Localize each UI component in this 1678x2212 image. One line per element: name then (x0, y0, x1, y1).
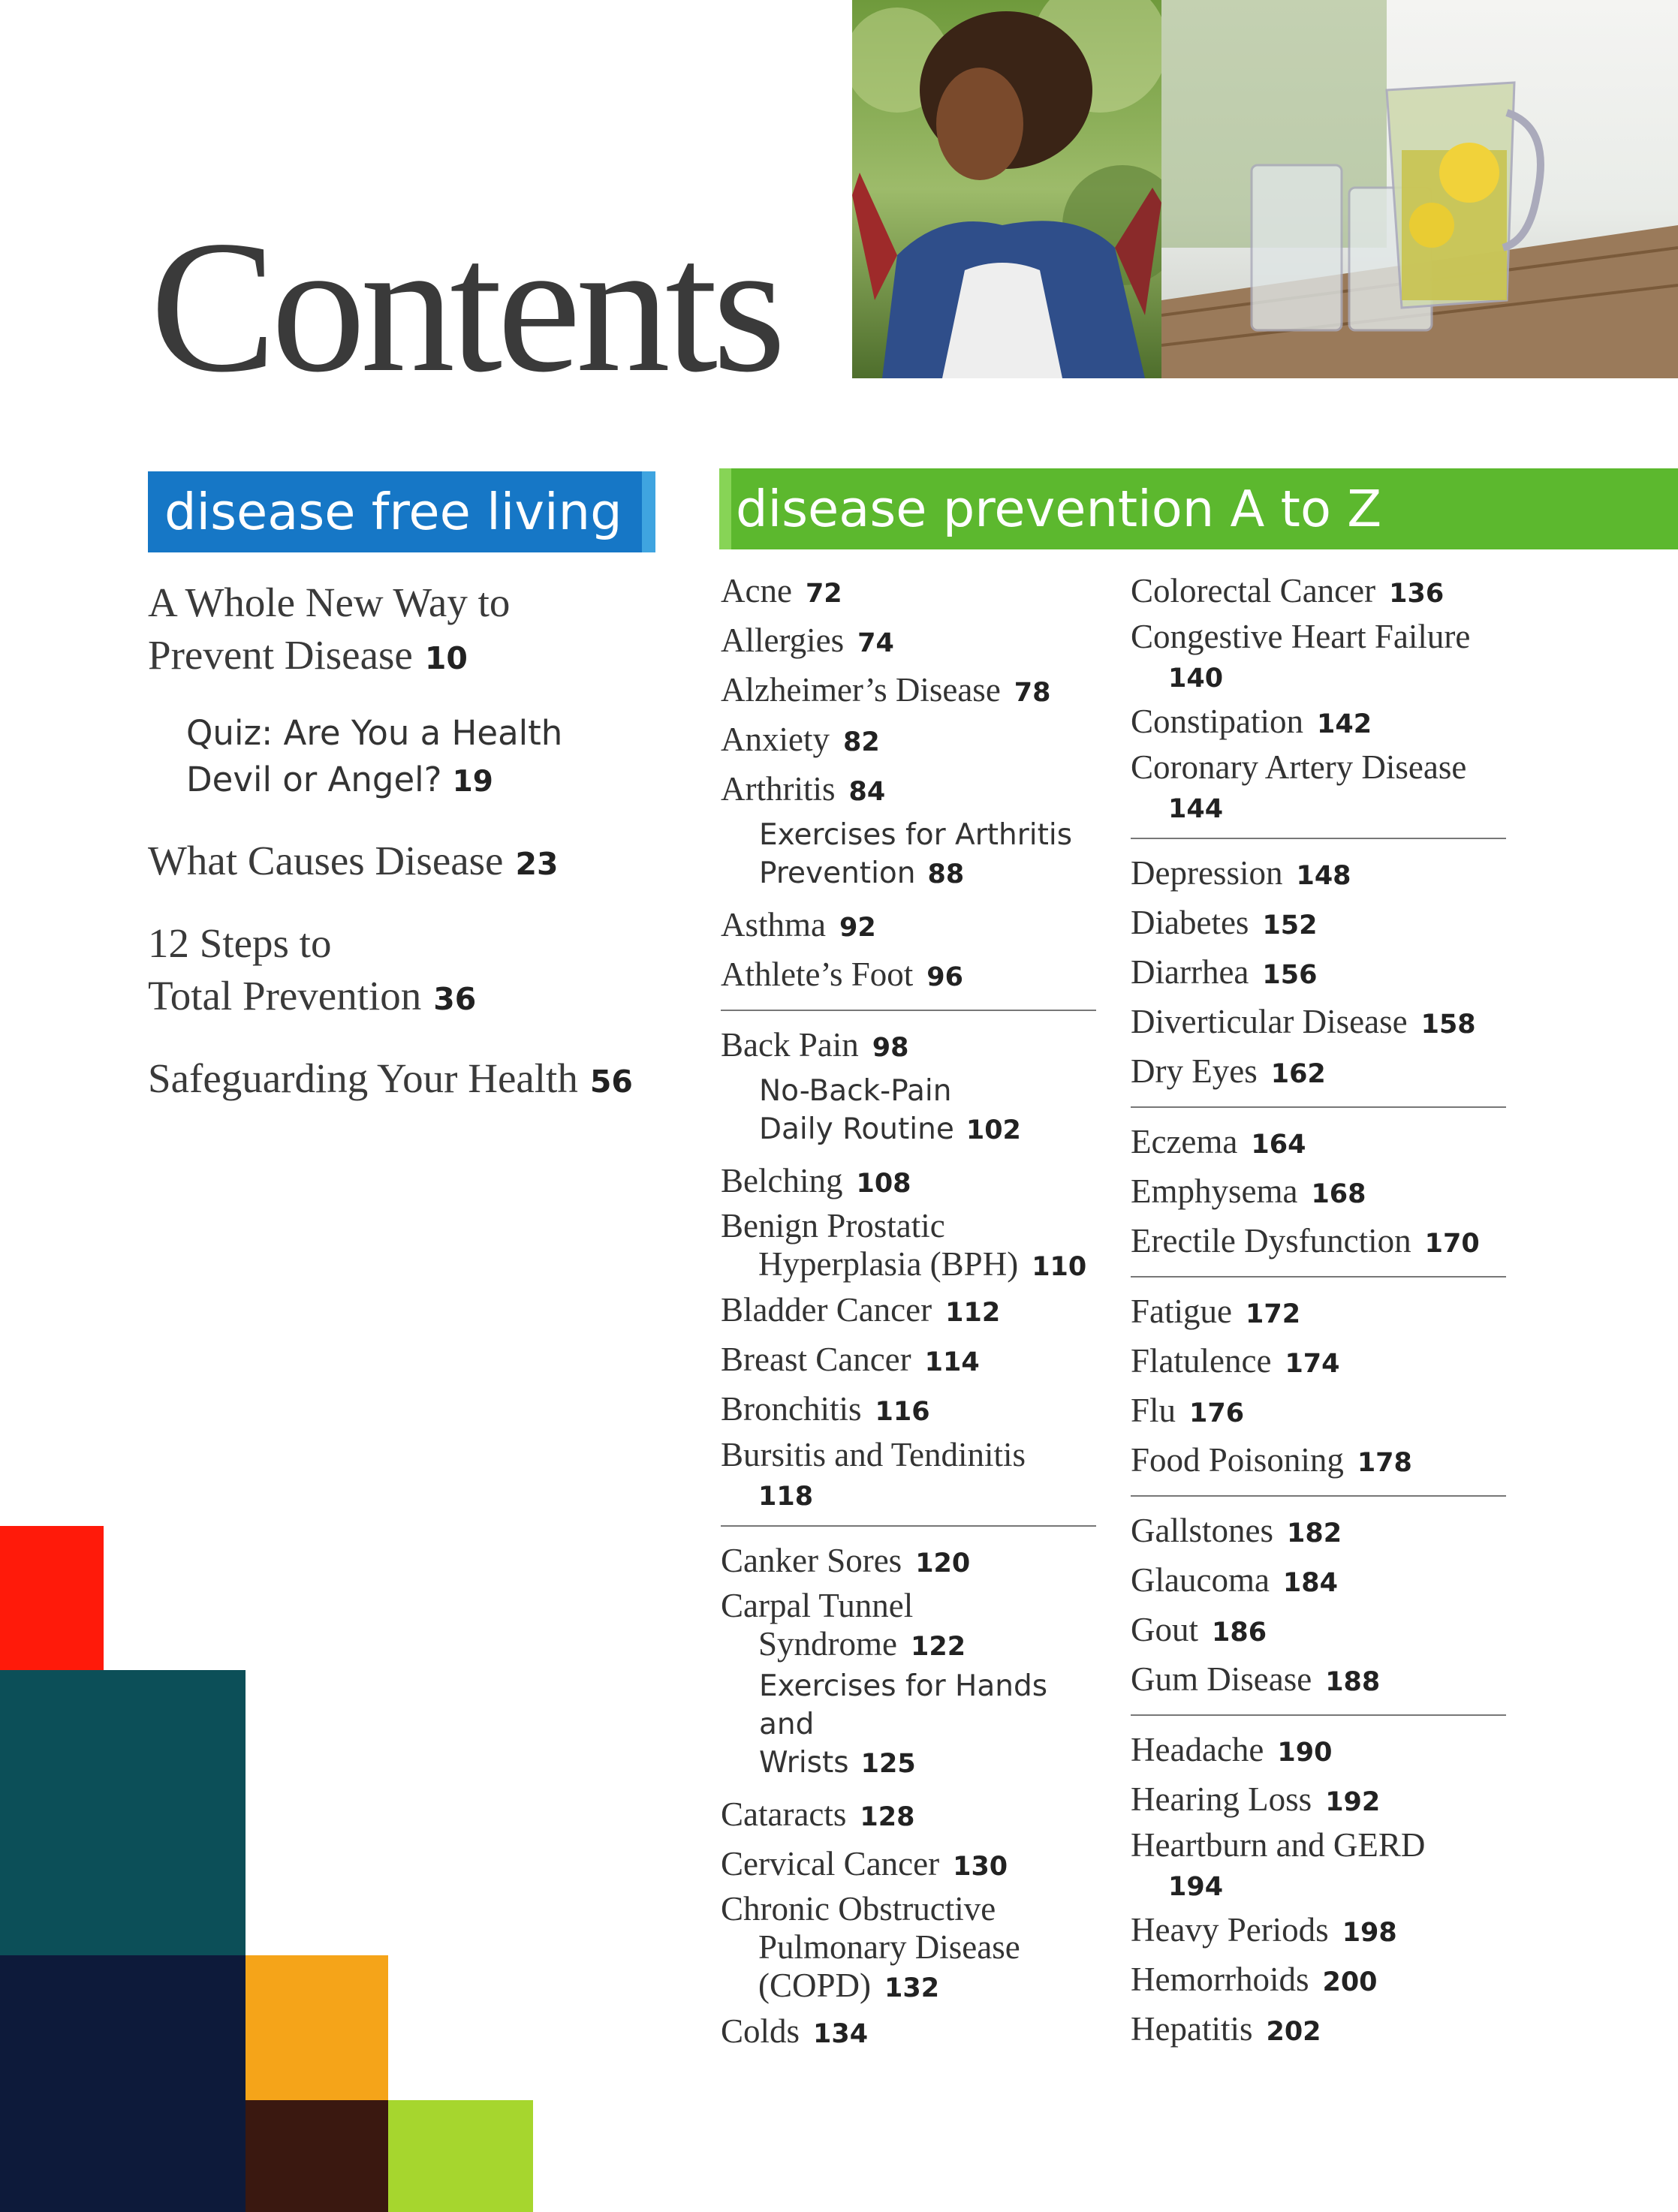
page-number: 128 (860, 1802, 915, 1832)
toc-entry[interactable]: Diabetes 152 (1131, 904, 1318, 941)
page-number: 74 (857, 628, 894, 658)
page-number: 178 (1357, 1448, 1412, 1478)
page-number: 98 (872, 1033, 909, 1063)
decor-block-teal (0, 1670, 246, 1955)
pitcher-photo (1161, 0, 1678, 378)
page-number: 152 (1262, 910, 1318, 940)
page-number: 186 (1212, 1618, 1267, 1648)
toc-entry[interactable]: 12 Steps to Total Prevention 36 (148, 920, 477, 1019)
page-number: 132 (884, 1973, 940, 2003)
page-number: 23 (515, 846, 559, 882)
page-number: 130 (953, 1852, 1008, 1882)
page-number: 134 (813, 2019, 869, 2049)
decor-block-lime (388, 2100, 533, 2212)
divider (721, 1010, 1096, 1011)
page-number: 88 (927, 859, 965, 889)
page-number: 108 (856, 1169, 911, 1199)
toc-entry[interactable]: Dry Eyes 162 (1131, 1052, 1326, 1090)
toc-entry[interactable]: Back Pain 98 (721, 1026, 909, 1064)
page-number: 164 (1251, 1130, 1306, 1160)
page-number: 174 (1285, 1349, 1340, 1379)
page-number: 168 (1311, 1179, 1366, 1209)
toc-entry[interactable]: Safeguarding Your Health 56 (148, 1055, 633, 1101)
az-column-a (721, 567, 1096, 2057)
page-number: 198 (1342, 1918, 1397, 1948)
page-number: 122 (911, 1632, 966, 1662)
page-number: 182 (1286, 1518, 1342, 1548)
section-banner-disease-prevention: disease prevention A to Z (719, 468, 1678, 549)
woman-photo (852, 0, 1161, 378)
toc-entry[interactable]: Depression 148 (1131, 854, 1351, 892)
toc-entry[interactable]: Heavy Periods 198 (1131, 1911, 1397, 1949)
page-number: 112 (945, 1298, 1001, 1328)
toc-entry[interactable]: Benign Prostatic Hyperplasia (BPH) 110 (721, 1207, 1087, 1283)
section-banner-disease-free-living: disease free living (148, 471, 655, 552)
page-number: 82 (842, 727, 880, 757)
toc-entry[interactable]: Hemorrhoids 200 (1131, 1961, 1378, 1998)
toc-entry[interactable]: Gout 186 (1131, 1611, 1267, 1648)
toc-entry[interactable]: Diverticular Disease 158 (1131, 1003, 1476, 1040)
page-number: 125 (860, 1749, 916, 1779)
page-number: 190 (1277, 1738, 1333, 1768)
page-number: 118 (758, 1482, 814, 1512)
page-number: 200 (1322, 1967, 1378, 1997)
toc-entry[interactable]: Cataracts 128 (721, 1795, 915, 1833)
toc-entry[interactable]: Coronary Artery Disease 144 (1131, 748, 1467, 824)
page-number: 78 (1014, 678, 1051, 708)
toc-entry[interactable]: Flu 176 (1131, 1392, 1245, 1429)
page-number: 192 (1325, 1787, 1381, 1817)
page-number: 116 (875, 1397, 930, 1427)
page-number: 176 (1189, 1398, 1245, 1428)
toc-entry[interactable]: Athlete’s Foot 96 (721, 956, 963, 993)
toc-subentry[interactable]: No-Back-Pain Daily Routine 102 (759, 1074, 1021, 1146)
page-number: 142 (1317, 709, 1372, 739)
toc-entry[interactable]: Congestive Heart Failure 140 (1131, 618, 1471, 694)
page-number: 170 (1424, 1229, 1480, 1259)
page-number: 72 (805, 579, 842, 609)
toc-entry[interactable]: Bladder Cancer 112 (721, 1291, 1001, 1329)
toc-entry[interactable]: Belching 108 (721, 1162, 911, 1199)
toc-entry[interactable]: Chronic Obstructive Pulmonary Disease (COPD) 132 (721, 1890, 1020, 2004)
toc-entry[interactable]: Diarrhea 156 (1131, 953, 1318, 991)
decor-block-navy (0, 1955, 246, 2212)
toc-entry[interactable]: Alzheimer’s Disease 78 (721, 671, 1051, 709)
toc-entry[interactable]: Allergies 74 (721, 621, 894, 659)
toc-entry[interactable]: Bursitis and Tendinitis 118 (721, 1436, 1026, 1512)
toc-entry[interactable]: Cervical Cancer 130 (721, 1845, 1008, 1882)
toc-entry[interactable]: Bronchitis 116 (721, 1390, 930, 1428)
toc-entry[interactable]: Emphysema 168 (1131, 1172, 1366, 1210)
page-number: 148 (1296, 861, 1351, 891)
decor-block-red (0, 1526, 104, 1670)
page-number: 162 (1270, 1059, 1326, 1089)
toc-entry[interactable]: Fatigue 172 (1131, 1293, 1301, 1330)
page-number: 110 (1032, 1252, 1087, 1282)
page-number: 184 (1282, 1568, 1338, 1598)
toc-entry[interactable]: What Causes Disease 23 (148, 838, 559, 883)
page-title: Contents (150, 201, 782, 411)
toc-entry[interactable]: Food Poisoning 178 (1131, 1441, 1412, 1479)
toc-entry[interactable]: Glaucoma 184 (1131, 1561, 1338, 1599)
toc-entry[interactable]: Eczema 164 (1131, 1123, 1306, 1160)
page-number: 140 (1168, 664, 1224, 694)
toc-entry[interactable]: Acne 72 (721, 572, 842, 609)
toc-entry[interactable]: Flatulence 174 (1131, 1342, 1340, 1380)
divider (721, 1525, 1096, 1527)
toc-entry[interactable]: Colds 134 (721, 2012, 869, 2050)
toc-entry[interactable]: Erectile Dysfunction 170 (1131, 1222, 1480, 1259)
toc-entry[interactable]: Hepatitis 202 (1131, 2010, 1321, 2048)
page-number: 102 (966, 1115, 1021, 1145)
page-number: 92 (839, 913, 876, 943)
decor-block-orange (246, 1955, 388, 2100)
toc-entry[interactable]: Arthritis 84 (721, 770, 886, 808)
divider (1131, 1276, 1506, 1278)
page-number: 188 (1325, 1667, 1381, 1697)
toc-entry[interactable]: Gum Disease 188 (1131, 1660, 1381, 1698)
divider (1131, 838, 1506, 839)
page-number: 136 (1389, 579, 1445, 609)
toc-entry[interactable]: Gallstones 182 (1131, 1512, 1342, 1549)
page-number: 19 (452, 765, 493, 799)
toc-entry[interactable]: Heartburn and GERD 194 (1131, 1826, 1426, 1902)
toc-entry[interactable]: A Whole New Way to Prevent Disease 10 (148, 579, 511, 678)
toc-entry[interactable]: Asthma 92 (721, 906, 876, 943)
page-number: 120 (915, 1548, 971, 1578)
toc-subentry[interactable]: Exercises for Hands and Wrists 125 (759, 1669, 1048, 1780)
az-column-b (1131, 567, 1506, 2055)
toc-entry[interactable]: Anxiety 82 (721, 721, 880, 758)
toc-entry[interactable]: Headache 190 (1131, 1731, 1333, 1768)
page-number: 194 (1168, 1872, 1224, 1902)
page-number: 156 (1262, 960, 1318, 990)
decor-block-brown (246, 2100, 388, 2212)
page-number: 172 (1245, 1299, 1301, 1329)
divider (1131, 1495, 1506, 1497)
page-number: 114 (924, 1347, 980, 1377)
toc-entry[interactable]: Breast Cancer 114 (721, 1341, 980, 1378)
toc-entry[interactable]: Carpal Tunnel Syndrome 122 (721, 1587, 966, 1663)
page-number: 202 (1266, 2017, 1321, 2047)
divider (1131, 1714, 1506, 1716)
page-number: 144 (1168, 794, 1224, 824)
divider (1131, 1106, 1506, 1108)
page-number: 10 (424, 640, 468, 676)
toc-entry[interactable]: Hearing Loss 192 (1131, 1780, 1381, 1818)
toc-entry[interactable]: Constipation 142 (1131, 703, 1372, 740)
page-number: 56 (589, 1064, 633, 1100)
page-number: 96 (926, 962, 963, 992)
page-number: 36 (433, 981, 477, 1017)
toc-subentry[interactable]: Quiz: Are You a Health Devil or Angel? 19 (186, 713, 563, 799)
toc-entry[interactable]: Canker Sores 120 (721, 1542, 971, 1579)
page-number: 158 (1420, 1010, 1476, 1040)
toc-entry[interactable]: Colorectal Cancer 136 (1131, 572, 1445, 609)
page-number: 84 (848, 777, 886, 807)
toc-subentry[interactable]: Exercises for Arthritis Prevention 88 (759, 818, 1073, 890)
